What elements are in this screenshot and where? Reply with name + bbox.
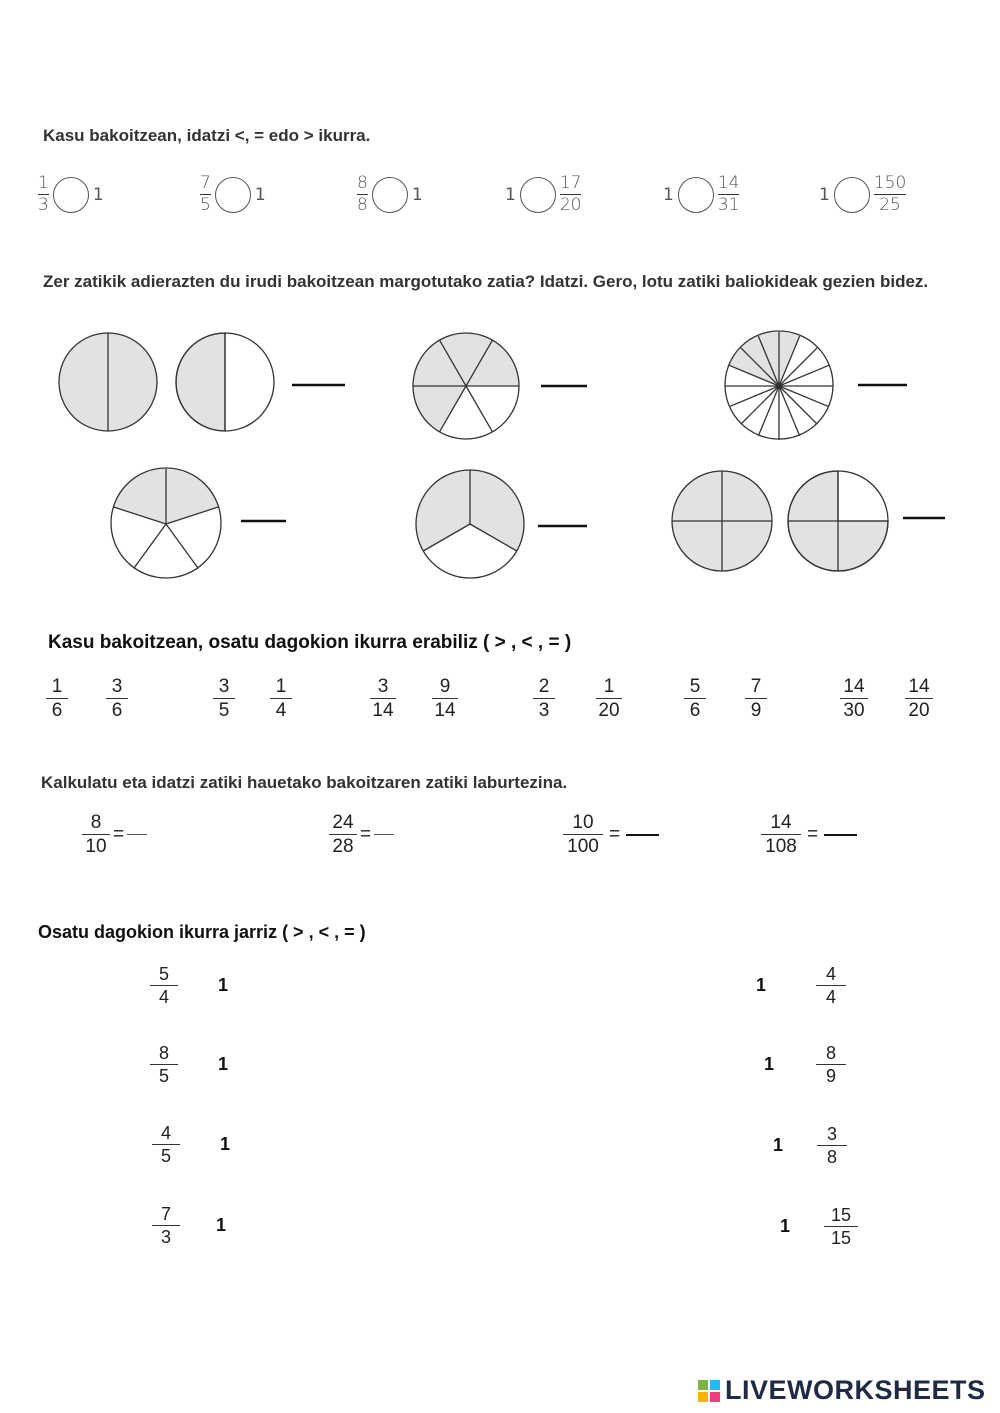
compare-item-5 <box>663 175 739 214</box>
simplify-item-3 <box>563 813 659 856</box>
section5-heading: Osatu dagokion ikurra jarriz ( > , < , = ) <box>38 922 366 942</box>
number-one: 1 <box>254 184 266 205</box>
compare-item-3 <box>357 175 423 214</box>
pie-fifths <box>111 468 221 578</box>
compare-row-left-1 <box>150 965 228 1006</box>
compare-row-left-4 <box>152 1205 226 1246</box>
answer-circle[interactable] <box>53 177 89 213</box>
fraction: 9 14 <box>432 677 458 720</box>
fraction: 7 9 <box>745 677 767 720</box>
compare-item-6 <box>819 175 906 214</box>
fraction: $\frac{4}{5}$ <box>152 1124 180 1165</box>
fraction: 3 6 <box>106 677 128 720</box>
fraction: 5 6 <box>684 677 706 720</box>
answer-line[interactable] <box>626 834 659 836</box>
fraction: 2 3 <box>533 677 555 720</box>
shaded-sector <box>729 332 800 386</box>
divider-line <box>741 386 779 424</box>
fraction: 14 20 <box>905 677 933 720</box>
compare-row-right-4 <box>780 1206 858 1247</box>
number-one: 1 <box>819 184 830 205</box>
fraction: 1 20 <box>596 677 622 720</box>
fraction: $\frac{150}{25}$ <box>873 173 907 215</box>
fraction: $\frac{24}{28}$ <box>329 813 357 856</box>
compare-item-1 <box>38 175 104 214</box>
compare-item-4 <box>505 175 581 214</box>
compare-row-left-3 <box>152 1124 230 1165</box>
compare-row-right-2 <box>764 1044 846 1085</box>
fraction: 1 4 <box>270 677 292 720</box>
fraction: $\frac{1}{3}$ <box>38 173 49 215</box>
fraction: $\frac{8}{9}$ <box>816 1044 846 1085</box>
number-one: 1 <box>773 1135 784 1155</box>
fraction: $\frac{8}{5}$ <box>150 1044 178 1085</box>
pie-sixths <box>413 333 519 439</box>
equals-sign: = <box>113 823 125 845</box>
number-one: 1 <box>764 1054 775 1074</box>
number-one: 1 <box>756 975 767 995</box>
fraction: 3 5 <box>213 677 235 720</box>
number-one: 1 <box>780 1216 791 1236</box>
compare-row-right-1 <box>756 965 846 1006</box>
answer-line[interactable] <box>824 834 857 836</box>
fraction: 14 30 <box>840 677 868 720</box>
number-one: 1 <box>218 1054 229 1074</box>
fraction: $\frac{14}{31}$ <box>717 173 740 215</box>
fraction: $\frac{7}{5}$ <box>200 173 211 215</box>
liveworksheets-logo-icon <box>697 1379 721 1403</box>
section4-heading: Kalkulatu eta idatzi zatiki hauetako bakoitzaren zatiki laburtezina. <box>41 773 568 792</box>
answer-circle[interactable] <box>678 177 714 213</box>
fraction: $\frac{5}{4}$ <box>150 965 178 1006</box>
answer-line[interactable] <box>374 834 394 835</box>
compare-item-2 <box>200 175 266 214</box>
simplify-item-2 <box>329 813 394 856</box>
fraction: $\frac{7}{3}$ <box>152 1205 180 1246</box>
divider-line <box>466 386 493 432</box>
compare-row-left-2 <box>150 1044 228 1085</box>
pie-figures <box>0 320 1000 585</box>
fraction: $\frac{10}{100}$ <box>563 813 603 856</box>
equals-sign: = <box>360 823 372 845</box>
pie-quarters-b <box>788 471 888 571</box>
simplify-item-4 <box>761 813 857 856</box>
fraction: 3 14 <box>370 677 396 720</box>
fraction: $\frac{8}{10}$ <box>82 813 110 856</box>
number-one: 1 <box>411 184 423 205</box>
section3-heading: Kasu bakoitzean, osatu dagokion ikurra erabiliz ( > , < , = ) <box>48 632 572 653</box>
section1-heading: Kasu bakoitzean, idatzi <, = edo > ikurra. <box>43 126 371 145</box>
fraction: 1 6 <box>46 677 68 720</box>
pie-halves-b <box>176 333 274 431</box>
fraction: $\frac{4}{4}$ <box>816 965 846 1006</box>
answer-circle[interactable] <box>372 177 408 213</box>
pie-thirds <box>416 470 524 578</box>
simplify-item-1 <box>82 813 147 856</box>
answer-circle[interactable] <box>215 177 251 213</box>
number-one: 1 <box>505 184 516 205</box>
fraction: $\frac{3}{8}$ <box>817 1125 847 1166</box>
divider-line <box>166 524 198 568</box>
number-one: 1 <box>216 1215 227 1235</box>
section2-heading: Zer zatikik adierazten du irudi bakoitzean margotutako zatia? Idatzi. Gero, lotu zatiki baliokideak gezien bidez. <box>43 272 929 291</box>
divider-line <box>779 386 817 424</box>
equals-sign: = <box>609 823 621 845</box>
fraction: $\frac{17}{20}$ <box>559 173 582 215</box>
number-one: 1 <box>218 975 229 995</box>
liveworksheets-logo-text: LIVEWORKSHEETS <box>725 1375 986 1405</box>
number-one: 1 <box>220 1134 231 1154</box>
fraction: $\frac{15}{15}$ <box>824 1206 858 1247</box>
fraction: $\frac{8}{8}$ <box>357 173 368 215</box>
fraction-pairs-row <box>46 677 996 733</box>
answer-line[interactable] <box>127 834 147 835</box>
pie-quarters-a <box>672 471 772 571</box>
fraction: $\frac{14}{108}$ <box>761 813 801 856</box>
answer-circle[interactable] <box>520 177 556 213</box>
divider-line <box>134 524 166 568</box>
compare-row-right-3 <box>773 1125 847 1166</box>
number-one: 1 <box>663 184 674 205</box>
equals-sign: = <box>807 823 819 845</box>
liveworksheets-logo <box>697 1375 986 1406</box>
pie-halves-a <box>59 333 157 431</box>
answer-circle[interactable] <box>834 177 870 213</box>
number-one: 1 <box>92 184 104 205</box>
pie-sixteenths <box>725 331 833 440</box>
